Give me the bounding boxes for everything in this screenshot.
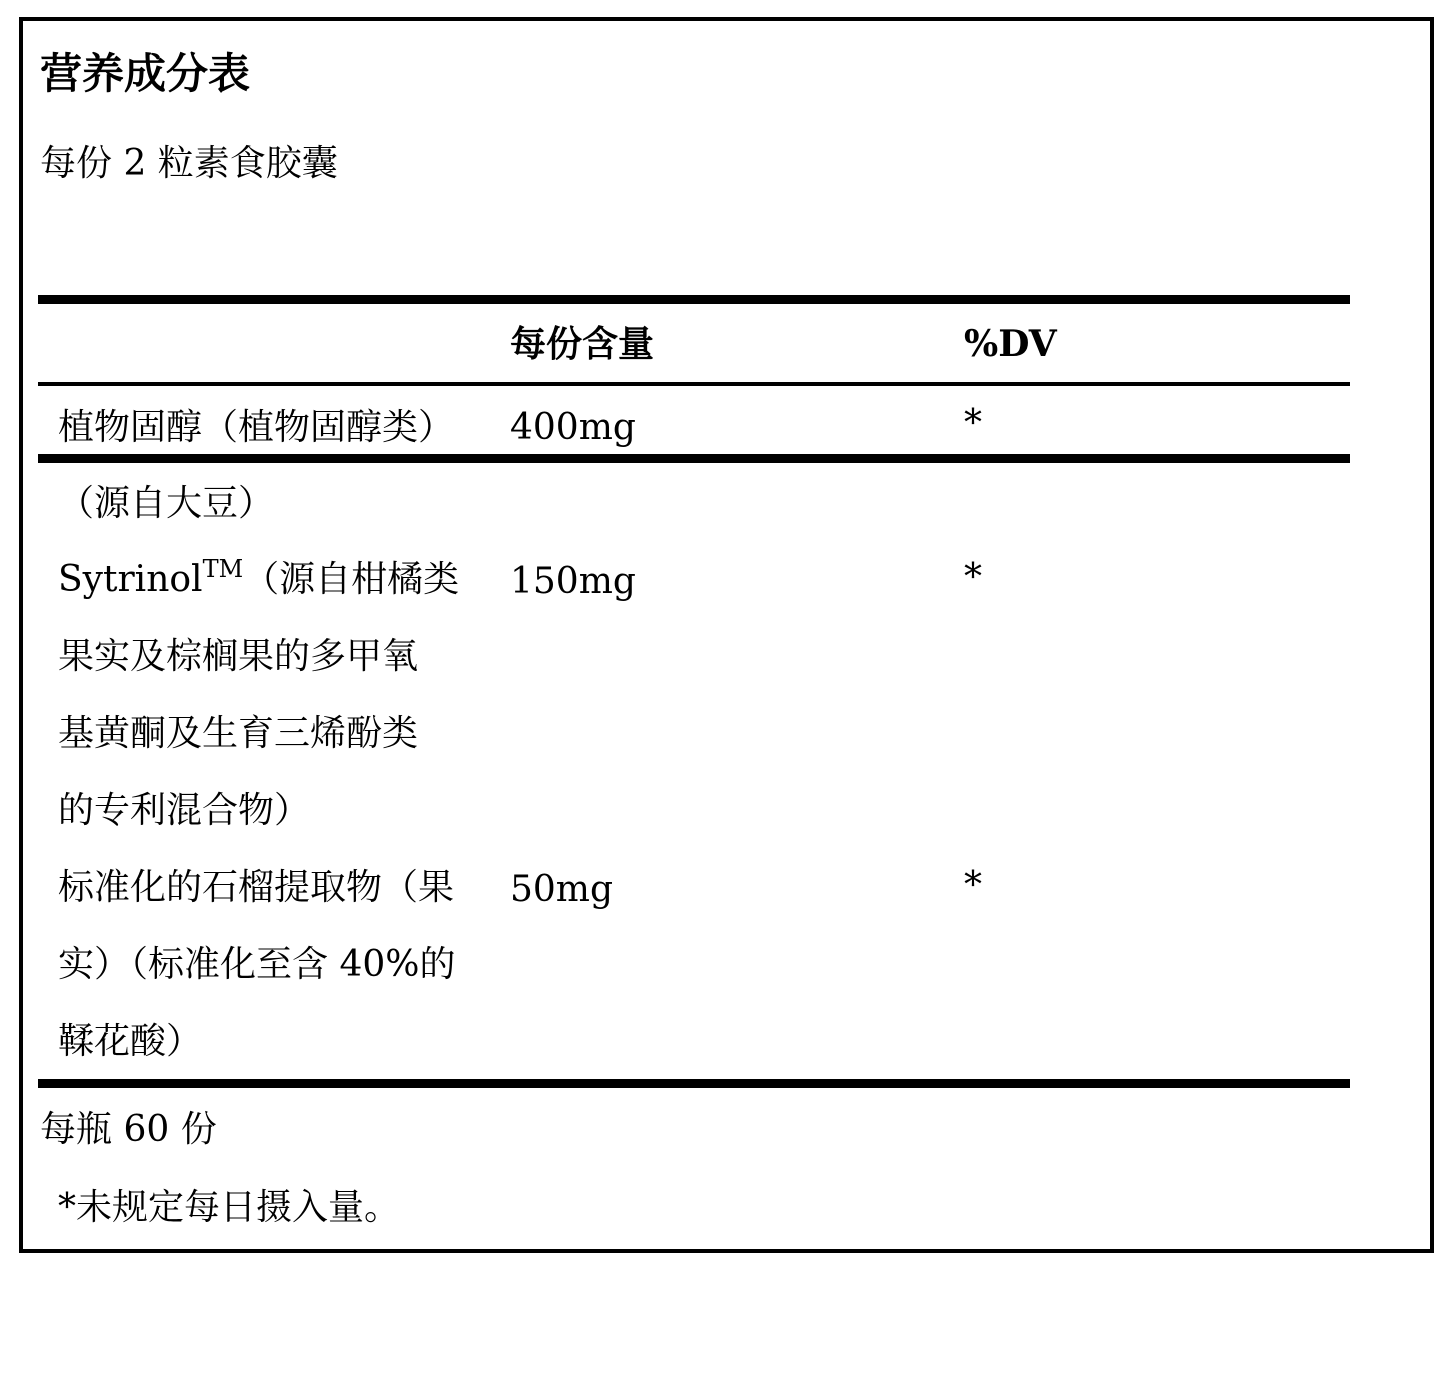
row-2-name-line-1-text: （源自柑橘类 bbox=[243, 559, 460, 600]
row-3-name-line-1: 标准化的石榴提取物（果 bbox=[58, 867, 455, 908]
amount-per-serving-header: 每份含量 bbox=[510, 323, 655, 365]
label-title: 营养成分表 bbox=[40, 49, 251, 98]
row-1-name-line-2: （源自大豆） bbox=[58, 483, 275, 524]
row-2-name-line-4: 的专利混合物） bbox=[58, 790, 311, 831]
header-bottom-rule bbox=[38, 382, 1350, 386]
row-3-name-line-3: 鞣花酸） bbox=[58, 1021, 203, 1062]
trademark-name: Sytrinol bbox=[58, 559, 203, 600]
row-2-name-line-1 bbox=[58, 554, 459, 609]
row-2-name-line-3: 基黄酮及生育三烯酚类 bbox=[58, 713, 419, 754]
daily-value-header: %DV bbox=[964, 323, 1057, 365]
trademark-symbol: TM bbox=[202, 555, 244, 583]
header-top-rule bbox=[38, 295, 1350, 304]
serving-size: 每份 2 粒素食胶囊 bbox=[40, 143, 338, 184]
row-1-dv: * bbox=[964, 403, 982, 444]
row-1-amount: 400mg bbox=[510, 407, 636, 448]
row-1-name-line-1: 植物固醇（植物固醇类） bbox=[58, 407, 455, 448]
row-3-name-line-2: 实）（标准化至含 40%的 bbox=[58, 944, 456, 985]
row-2-dv: * bbox=[964, 557, 982, 598]
row-3-amount: 50mg bbox=[510, 869, 613, 910]
table-bottom-rule bbox=[38, 1079, 1350, 1088]
row-2-amount: 150mg bbox=[510, 561, 636, 602]
row-3-dv: * bbox=[964, 865, 982, 906]
daily-value-footnote: *未规定每日摄入量。 bbox=[58, 1187, 401, 1228]
row-2-name-line-2: 果实及棕榈果的多甲氧 bbox=[58, 636, 419, 677]
row-1-divider bbox=[38, 454, 1350, 463]
servings-per-container: 每瓶 60 份 bbox=[40, 1109, 217, 1150]
